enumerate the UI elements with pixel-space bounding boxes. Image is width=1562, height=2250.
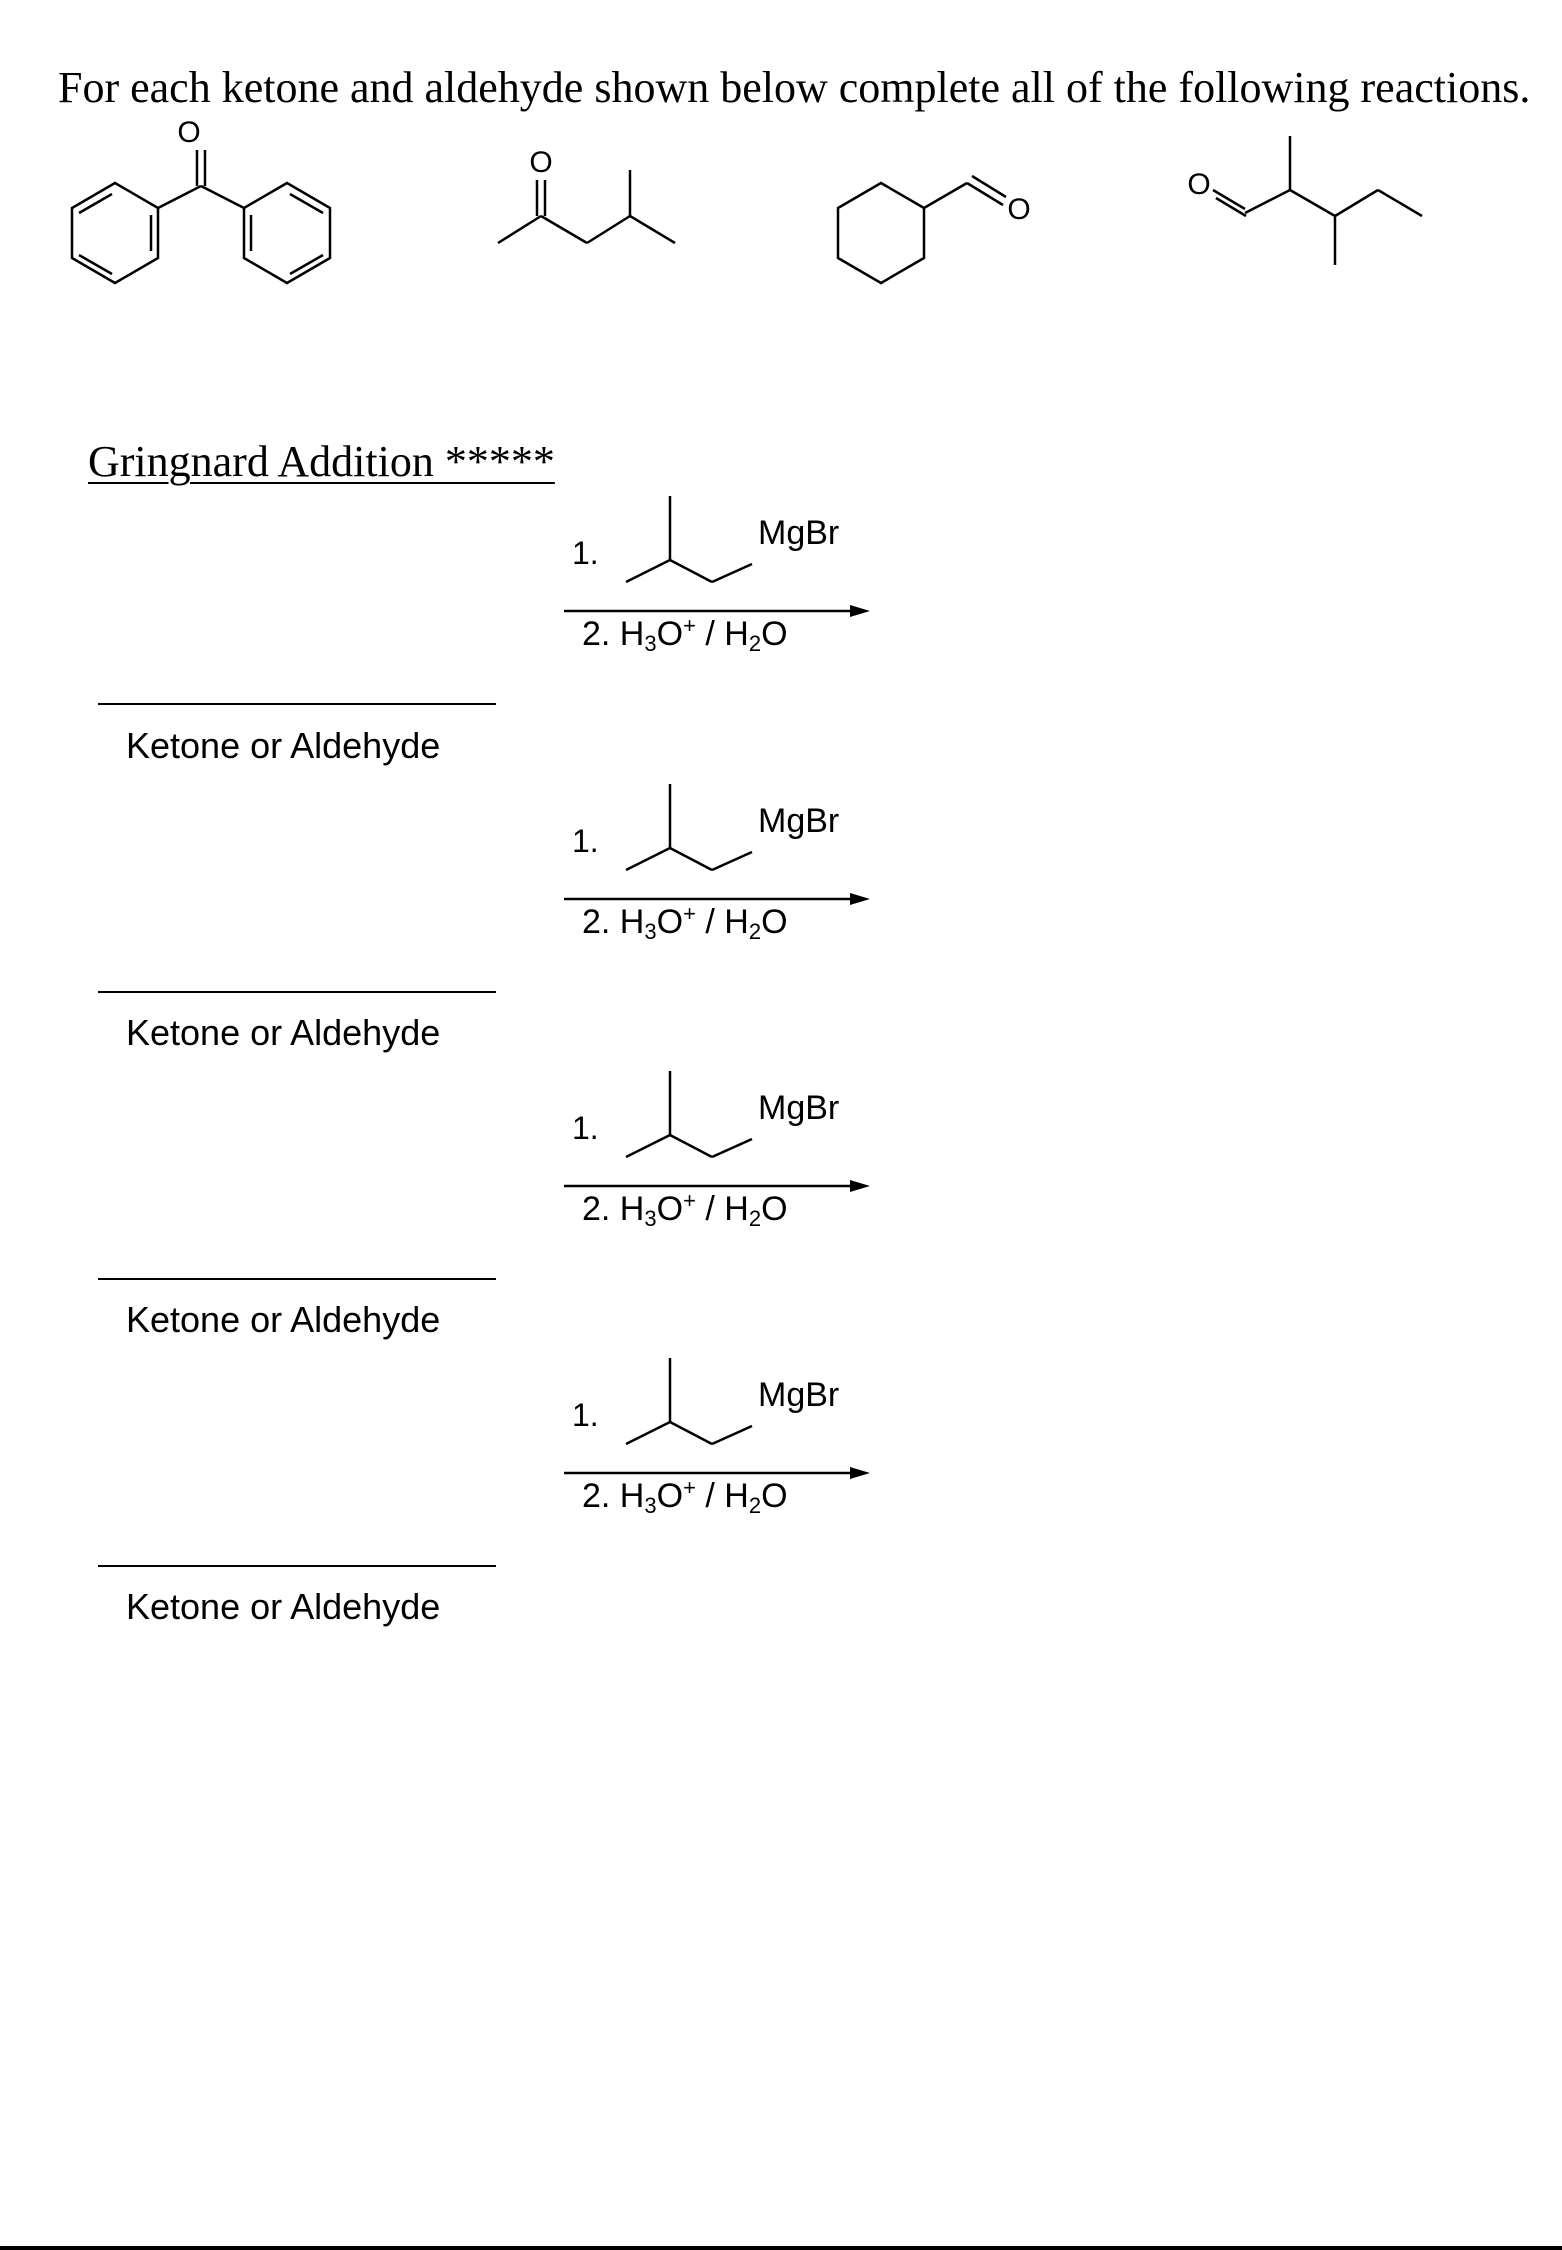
answer-blank-label: Ketone or Aldehyde	[126, 725, 441, 766]
reagent-label: MgBr	[758, 1089, 840, 1127]
step-one-number: 1.	[572, 1110, 599, 1146]
step-two-conditions: 2. $H_3O^+ / H_2O$	[582, 1188, 788, 1231]
answer-blank-label: Ketone or Aldehyde	[126, 1012, 441, 1053]
step-two-conditions: 2. $H_3O^+ / H_2O$	[582, 901, 788, 944]
bottom-border	[0, 2246, 1562, 2250]
answer-blank-line	[98, 991, 496, 993]
oxygen-label: O	[177, 116, 201, 149]
answer-blank-line	[98, 703, 496, 705]
answer-blank-line	[98, 1565, 496, 1567]
cyclohexanecarbaldehyde-structure	[838, 176, 1031, 283]
step-two-conditions: 2. $H_3O^+ / H_2O$	[582, 1475, 788, 1518]
instruction-text: For each ketone and aldehyde shown below complete all of the following reactions.	[58, 63, 1531, 112]
reaction-scheme	[540, 768, 880, 968]
reagent-label: MgBr	[758, 514, 840, 552]
answer-blank-label: Ketone or Aldehyde	[126, 1299, 441, 1340]
reaction-scheme	[540, 1342, 880, 1542]
step-one-number: 1.	[572, 535, 599, 571]
oxygen-label: O	[1007, 193, 1031, 226]
dimethylpentanal-structure	[1187, 136, 1422, 265]
oxygen-label: O	[1187, 168, 1211, 201]
reagent-label: MgBr	[758, 802, 840, 840]
reagent-label: MgBr	[758, 1376, 840, 1414]
step-two-conditions: 2. $H_3O^+ / H_2O$	[582, 613, 788, 656]
section-title: Gringnard Addition *****	[88, 437, 555, 486]
benzophenone-structure	[72, 116, 330, 283]
reaction-scheme	[540, 480, 880, 680]
answer-blank-line	[98, 1278, 496, 1280]
molecule-structures	[0, 110, 1562, 310]
step-one-number: 1.	[572, 823, 599, 859]
oxygen-label: O	[529, 146, 553, 179]
answer-blank-label: Ketone or Aldehyde	[126, 1586, 441, 1627]
methyl-pentanone-structure	[498, 146, 675, 243]
reaction-scheme	[540, 1055, 880, 1255]
step-one-number: 1.	[572, 1397, 599, 1433]
